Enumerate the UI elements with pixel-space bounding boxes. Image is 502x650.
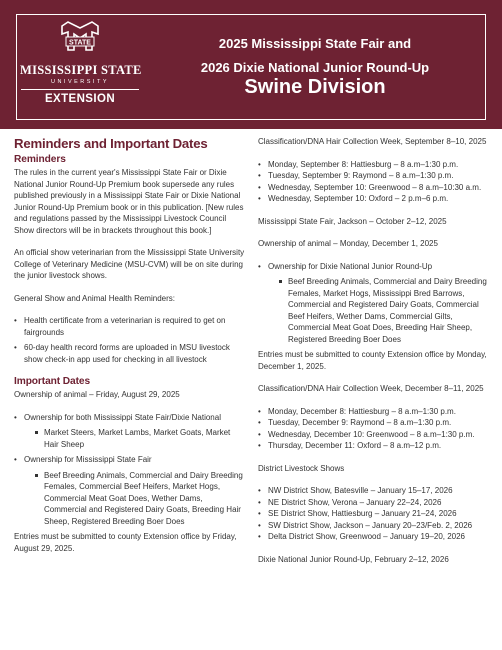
dixie-ownership-list — [258, 261, 494, 346]
reminders-heading: Reminders — [14, 154, 66, 165]
health-list — [14, 315, 246, 365]
msu-extension-logo — [20, 20, 140, 110]
list-item: • Wednesday, December 10: Greenwood – 8 a.m–1:30 p.m. — [258, 429, 494, 441]
right-column — [258, 136, 494, 576]
list-item: • Monday, September 8: Hattiesburg – 8 a.m–1:30 p.m. — [258, 159, 494, 171]
title-line-2: 2026 Dixie National Junior Round-Up — [200, 60, 430, 75]
list-item — [258, 261, 494, 346]
list-item-label: Ownership for both Mississippi State Fair/Dixie National — [24, 412, 221, 422]
title-swine-division: Swine Division — [244, 76, 386, 98]
sub-list-item: Beef Breeding Animals, Commercial and Dairy Breeding Females, Commercial Beef Heifers, Market Hogs, Commercial Meat Goat Does, Wether Dams, Commercial and Registered Dairy Goats, Breeding Hair Sheep, Registered Breeding Boer Does — [24, 470, 246, 528]
september-schedule-list — [258, 159, 494, 205]
ownership-list — [14, 412, 246, 528]
title-block — [150, 36, 480, 98]
dixie-national-dates: Dixie National Junior Round-Up, February 2–12, 2026 — [258, 554, 449, 564]
list-item: • NW District Show, Batesville – January 15–17, 2026 — [258, 485, 494, 497]
list-item: • Tuesday, September 9: Raymond – 8 a.m–1:30 p.m. — [258, 170, 494, 182]
list-item-label: Ownership for Mississippi State Fair — [24, 455, 152, 464]
list-item: • Wednesday, September 10: Oxford – 2 p.m–6 p.m. — [258, 193, 494, 205]
state-fair-dates: Mississippi State Fair, Jackson – October 2–12, 2025 — [258, 216, 447, 226]
msu-shield-icon — [58, 20, 102, 56]
classification-week-dec: Classification/DNA Hair Collection Week, December 8–11, 2025 — [258, 384, 484, 393]
list-item: • Tuesday, December 9: Raymond – 8 a.m–1:30 p.m. — [258, 417, 494, 429]
list-item: • Health certificate from a veterinarian is required to get on fairgrounds — [14, 315, 246, 338]
list-item: • Thursday, December 11: Oxford – 8 a.m–12 p.m. — [258, 440, 494, 452]
december-schedule-list — [258, 406, 494, 452]
logo-name: MISSISSIPPI STATE — [20, 63, 142, 77]
district-shows-list — [258, 485, 494, 543]
list-item: • Monday, December 8: Hattiesburg – 8 a.m–1:30 p.m. — [258, 406, 494, 418]
list-item: • NE District Show, Verona – January 22–24, 2026 — [258, 497, 494, 509]
logo-state-text: STATE — [69, 39, 91, 47]
health-reminders-intro: General Show and Animal Health Reminders: — [14, 293, 175, 303]
left-column — [14, 136, 246, 565]
classification-week-sept: Classification/DNA Hair Collection Week, September 8–10, 2025 — [258, 137, 487, 146]
list-item: • SW District Show, Jackson – January 20–23/Feb. 2, 2026 — [258, 520, 494, 532]
veterinarian-paragraph: An official show veterinarian from the Mississippi State University College of Veterinary Medicine (MSU-CVM) will be on site during the junior livestock shows. — [14, 248, 245, 280]
district-shows-heading: District Livestock Shows — [258, 463, 345, 473]
sub-list-item: Market Steers, Market Lambs, Market Goats, Market Hair Sheep — [24, 427, 246, 450]
list-item: • Wednesday, September 10: Greenwood – 8 a.m–10:30 a.m. — [258, 182, 494, 194]
logo-university: UNIVERSITY — [50, 79, 109, 85]
rules-paragraph: The rules in the current year's Mississippi State Fair or Dixie National Junior Round-Up Premium book supersede any rules published previously in a Mississippi State Fair or Dixie National Junior Round-Up Premium book or in this publication. [New rules and regulations passed by the Mississippi Livestock Council Show directors will be in brackets throughout this book.] — [14, 168, 244, 235]
logo-extension: EXTENSION — [44, 93, 116, 105]
list-item: • Delta District Show, Greenwood – January 19–20, 2026 — [258, 531, 494, 543]
logo-divider — [21, 89, 139, 90]
header-banner — [0, 0, 502, 129]
list-item — [14, 454, 246, 527]
important-dates-heading: Important Dates — [14, 376, 91, 387]
title-line-1: 2025 Mississippi State Fair and — [218, 36, 412, 51]
list-item: • SE District Show, Hattiesburg – January 21–24, 2026 — [258, 508, 494, 520]
ownership-date: Ownership of animal – Friday, August 29, 2025 — [14, 390, 180, 399]
list-item: • 60-day health record forms are uploaded in MSU livestock show check-in app used for checking in all livestock — [14, 342, 246, 365]
entries-deadline-december: Entries must be submitted to county Extension office by Monday, December 1, 2025. — [258, 350, 487, 371]
ownership-december: Ownership of animal – Monday, December 1, 2025 — [258, 239, 438, 248]
sub-list-item: Beef Breeding Animals, Commercial and Dairy Breeding Females, Market Hogs, Mississippi Bred Barrows, Commercial and Registered Dairy Goats, Commercial Beef Heifers, Wether Dams, Commercial Gilts, Commercial Meat Goat Does, Breeding Hair Sheep, Registered Breeding Boer Does — [268, 276, 494, 345]
list-item — [14, 412, 246, 451]
section-heading: Reminders and Important Dates — [14, 136, 208, 151]
list-item-label: Ownership for Dixie National Junior Round-Up — [268, 261, 433, 271]
entries-deadline: Entries must be submitted to county Extension office by Friday, August 29, 2025. — [14, 532, 237, 553]
